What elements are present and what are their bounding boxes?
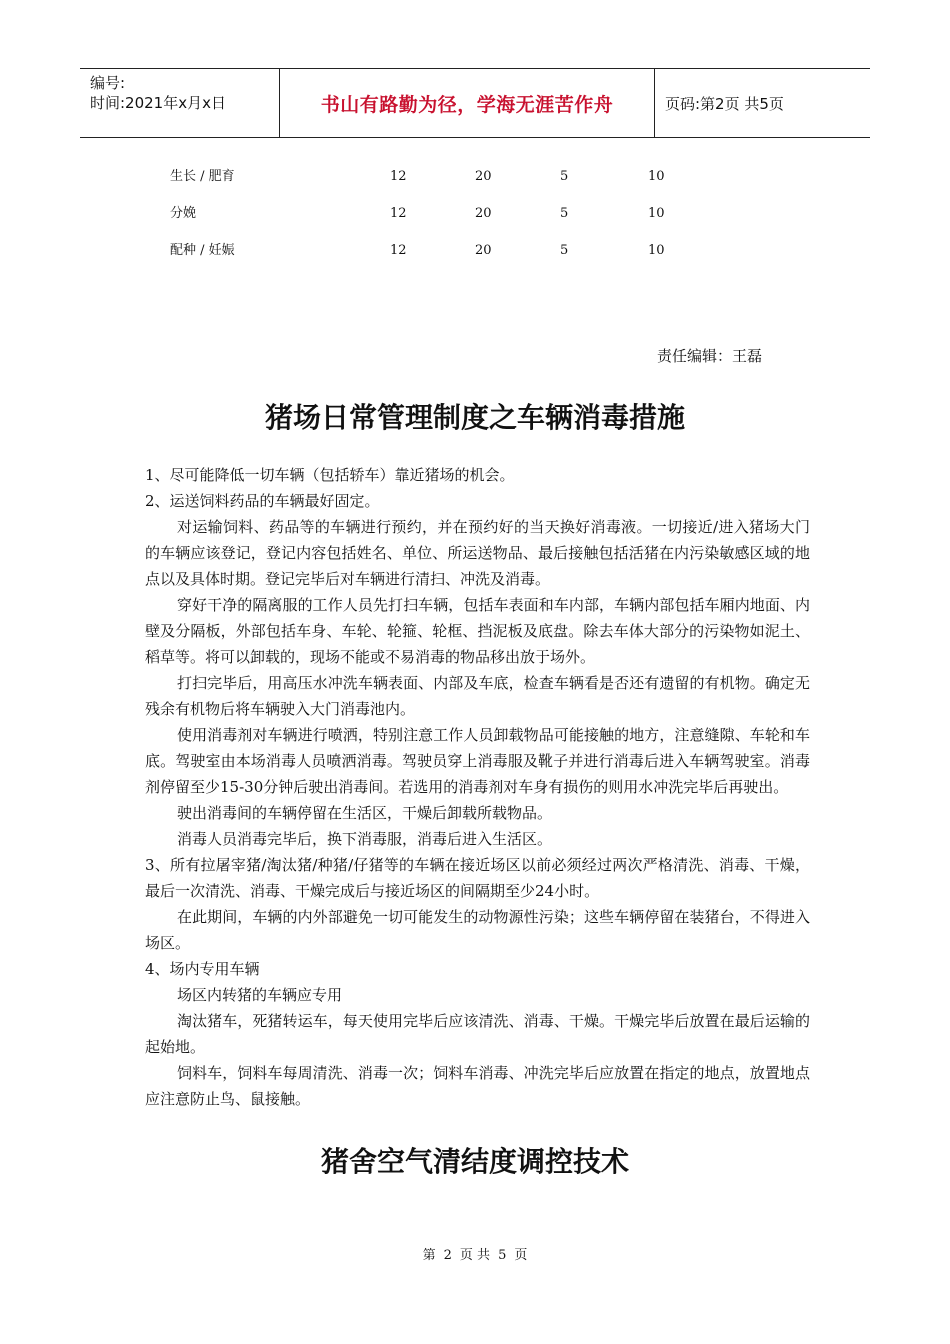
footer-page-number: 2 [443, 1248, 452, 1263]
paragraph: 消毒人员消毒完毕后，换下消毒服，消毒后进入生活区。 [177, 830, 553, 848]
table-cell: 5 [560, 169, 569, 184]
section-title-vehicle-disinfection: 猪场日常管理制度之车辆消毒措施 [264, 401, 685, 434]
paragraph: 对运输饲料、药品等的车辆进行预约，并在预约好的当天换好消毒液。一切接近/进入猪场大门的车辆应该登记，登记内容包括姓名、单位、所运送物品、最后接触包括活猪在内污染敏感区域的地点以及具体时期。登记完毕后对车辆进行清扫、冲洗及消毒。 [145, 518, 810, 588]
table-cell: 分娩 [170, 206, 197, 221]
paragraph: 在此期间，车辆的内外部避免一切可能发生的动物源性污染；这些车辆停留在装猪台，不得进入场区。 [145, 908, 810, 952]
table-row [170, 204, 770, 224]
header-meta [80, 69, 280, 137]
header-motto: 书山有路勤为径，学海无涯苦作舟 [280, 69, 655, 137]
table-cell: 20 [475, 169, 492, 184]
table-cell: 5 [560, 243, 569, 258]
paragraph: 使用消毒剂对车辆进行喷洒，特别注意工作人员卸载物品可能接触的地方，注意缝隙、车轮和车底。驾驶室由本场消毒人员喷洒消毒。驾驶员穿上消毒服及靴子并进行消毒后进入车辆驾驶室。消毒剂停留至少15-30分钟后驶出消毒间。若选用的消毒剂对车身有损伤的则用水冲洗完毕后再驶出。 [145, 726, 810, 796]
table-cell: 12 [390, 206, 407, 221]
footer-prefix: 第 [422, 1248, 436, 1263]
table-cell: 10 [648, 169, 665, 184]
paragraph: 穿好干净的隔离服的工作人员先打扫车辆，包括车表面和车内部，车辆内部包括车厢内地面、内壁及分隔板，外部包括车身、车轮、轮箍、轮框、挡泥板及底盘。除去车体大部分的污染物如泥土、稻草等。将可以卸载的，现场不能或不易消毒的物品移出放于场外。 [145, 596, 810, 666]
paragraph: 2、运送饲料药品的车辆最好固定。 [145, 492, 380, 510]
table-cell: 10 [648, 243, 665, 258]
table-row [170, 241, 770, 261]
paragraph: 饲料车，饲料车每周清洗、消毒一次；饲料车消毒、冲洗完毕后应放置在指定的地点，放置地点应注意防止鸟、鼠接触。 [145, 1064, 810, 1108]
page-footer [0, 1246, 950, 1266]
paragraph: 打扫完毕后，用高压水冲洗车辆表面、内部及车底，检查车辆看是否还有遗留的有机物。确定无残余有机物后将车辆驶入大门消毒池内。 [145, 674, 810, 718]
paragraph: 3、所有拉屠宰猪/淘汰猪/种猪/仔猪等的车辆在接近场区以前必须经过两次严格清洗、消毒、干燥，最后一次清洗、消毒、干燥完成后与接近场区的间隔期至少24小时。 [145, 856, 810, 900]
paragraph: 1、尽可能降低一切车辆（包括轿车）靠近猪场的机会。 [145, 466, 515, 484]
table-cell: 10 [648, 206, 665, 221]
table-cell: 20 [475, 243, 492, 258]
paragraph: 驶出消毒间的车辆停留在生活区，干燥后卸载所载物品。 [177, 804, 553, 822]
table-cell: 12 [390, 169, 407, 184]
table-cell: 生长 / 肥育 [170, 169, 235, 184]
header-time-label: 时间:2021年x月x日 [90, 94, 226, 112]
table-cell: 配种 / 妊娠 [170, 243, 235, 258]
footer-mid: 页 共 [459, 1248, 491, 1263]
footer-page-total: 5 [498, 1248, 507, 1263]
table-row [170, 167, 770, 187]
table-cell: 20 [475, 206, 492, 221]
section-title-air-quality: 猪舍空气清结度调控技术 [320, 1145, 629, 1178]
paragraph: 场区内转猪的车辆应专用 [177, 986, 343, 1004]
table-cell: 5 [560, 206, 569, 221]
paragraph: 4、场内专用车辆 [145, 960, 260, 978]
page-header [80, 68, 870, 138]
table-cell: 12 [390, 243, 407, 258]
paragraph: 淘汰猪车，死猪转运车，每天使用完毕后应该清洗、消毒、干燥。干燥完毕后放置在最后运输的起始地。 [145, 1012, 810, 1056]
header-number-label: 编号: [90, 74, 126, 92]
footer-suffix: 页 [514, 1248, 528, 1263]
section-body [145, 462, 810, 1112]
header-page-info: 页码:第2页 共5页 [665, 94, 784, 113]
editor-credit: 责任编辑：王磊 [657, 347, 763, 365]
